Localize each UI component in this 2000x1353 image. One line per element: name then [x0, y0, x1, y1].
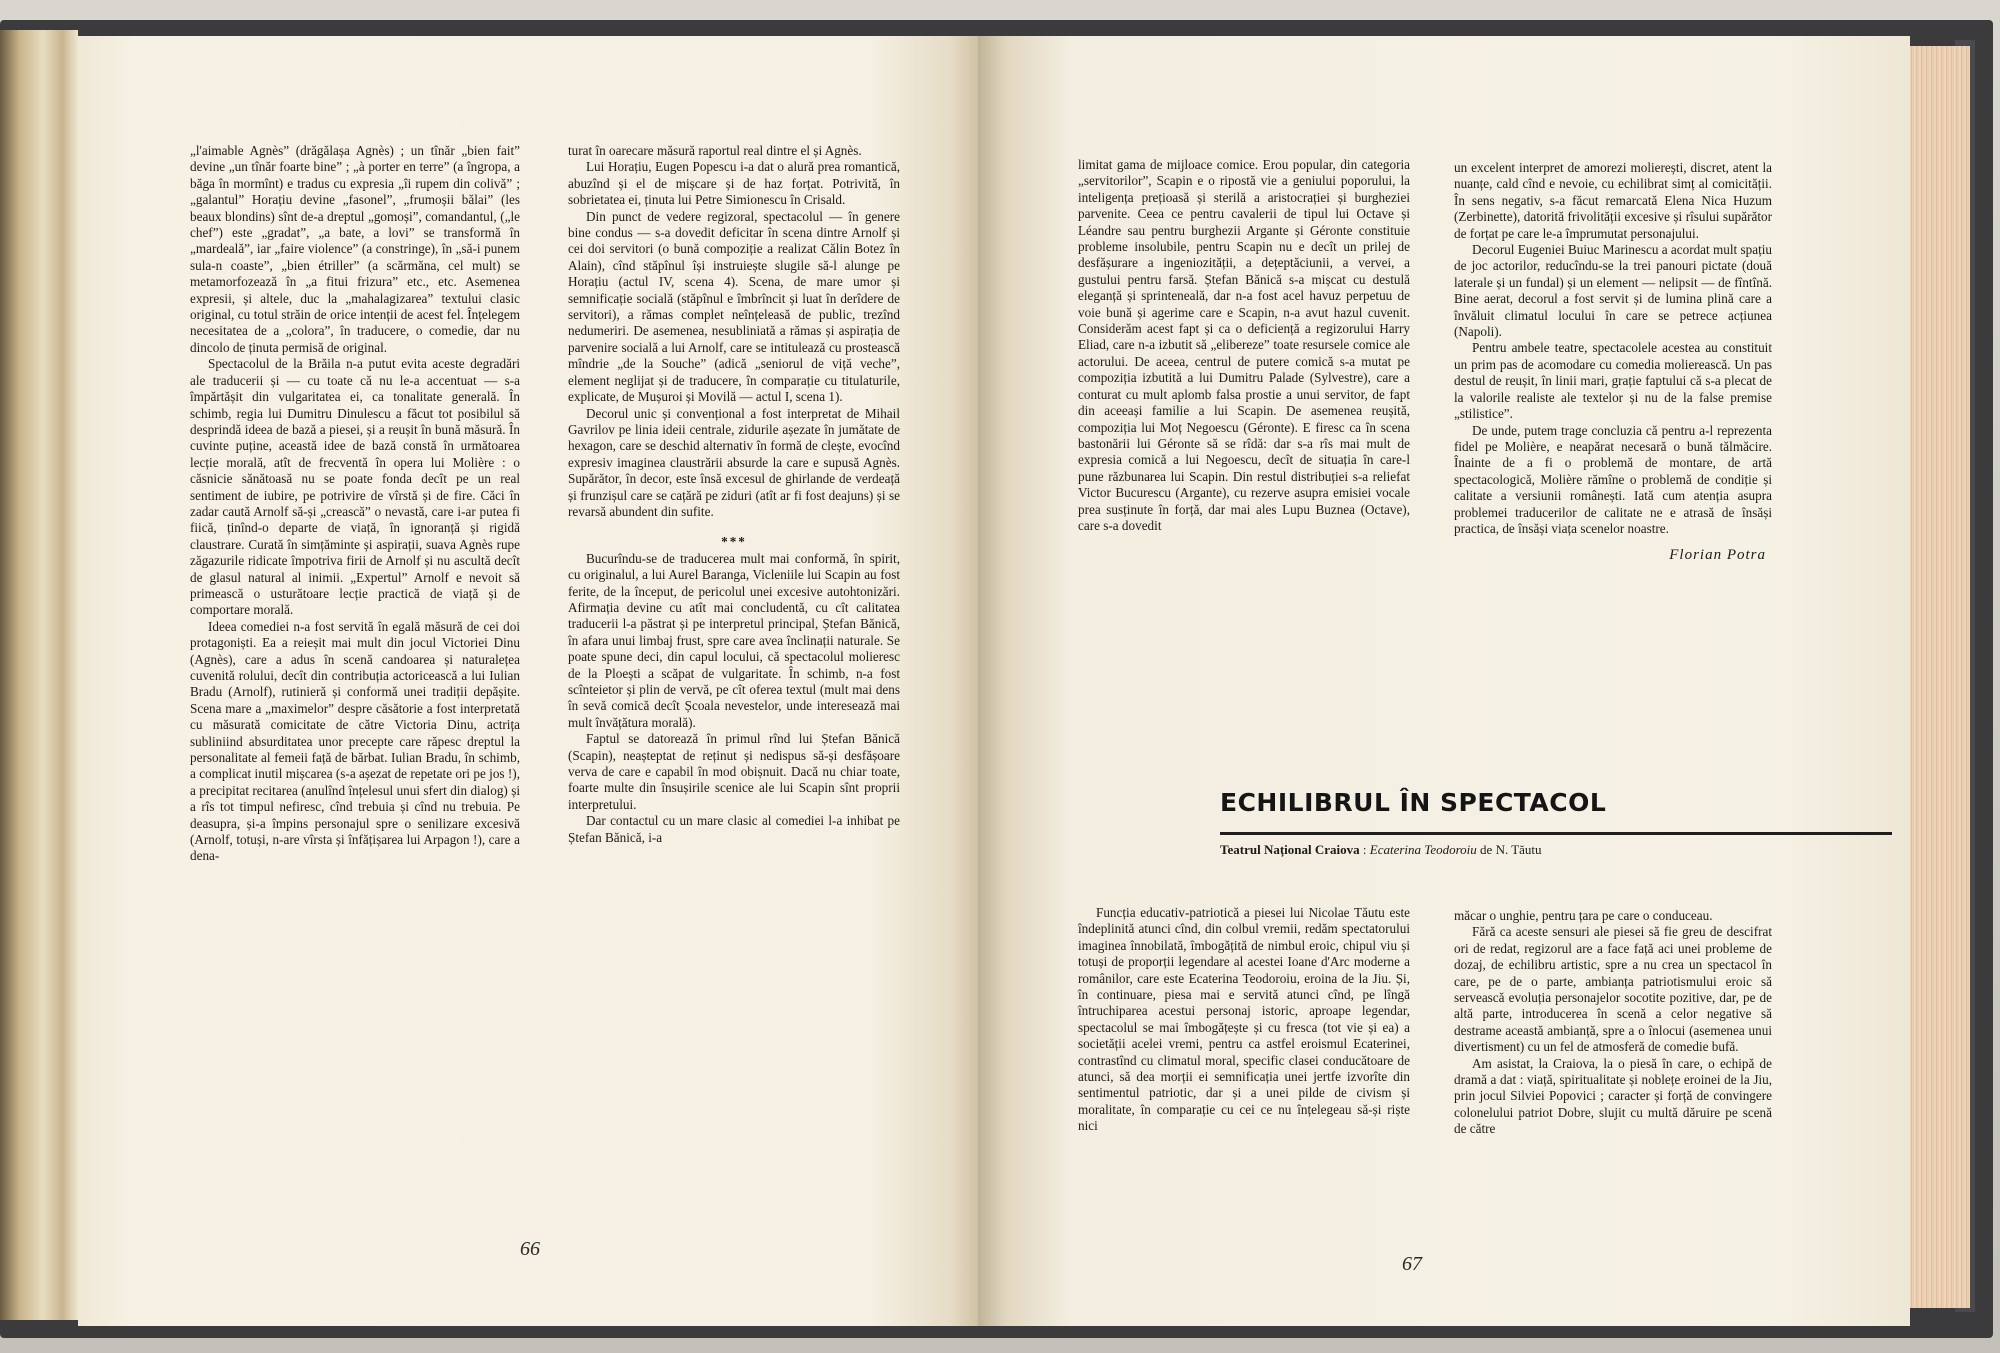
article-title: ECHILIBRUL ÎN SPECTACOL [1220, 788, 1607, 817]
right-page-column-4 [1454, 908, 1772, 1138]
author-signature: Florian Potra [1669, 547, 1766, 564]
page-number-left: 66 [520, 1238, 540, 1260]
byline-de: de [1476, 842, 1496, 857]
article-byline [1220, 842, 1892, 858]
right-page-column-3 [1078, 905, 1410, 1135]
paragraph: Dar contactul cu un mare clasic al comediei l-a inhibat pe Ștefan Bănică, i-a [568, 813, 900, 845]
left-page-column-1 [190, 143, 520, 865]
right-page-column-2 [1454, 160, 1772, 564]
section-separator: *** [721, 534, 747, 550]
paragraph: Decorul unic și convențional a fost interpretat de Mihail Gavrilov pe linia ideii centrale, zidurile așezate în jumătate de hexagon, care se deschid alternativ în formă de clește, evocînd expresiv imaginea claustrării absurde la care e supusă Agnès. Supărător, în decor, este însă excesul de ghirlande de verdeață și frunzișul care se cațără pe ziduri (atît ar fi fost deajuns) și se revarsă abundent din sufite. [568, 405, 900, 519]
paragraph: Fără ca aceste sensuri ale piesei să fie greu de descifrat ori de redat, regizorul are a face față aci unei probleme de dozaj, de echilibru artistic, spre a nu crea un spectacol în care, pe de o parte, ambianța patriotismului eroic să servească evoluția personajelor socotite pozitive, dar, pe de altă parte, introducerea în scenă a celor negative să destrame această ambianță, spre a o înlocui (asemenea unui divertisment) cu un fel de atmosferă de comedie bufă. [1454, 924, 1772, 1055]
paragraph: Ideea comediei n-a fost servită în egală măsură de cei doi protagoniști. Ea a reieșit mai mult din jocul Victoriei Dinu (Agnès), care a adus în scenă candoarea și naturalețea cuvenită rolului, decît din contribuția actoricească a lui Iulian Bradu (Arnolf), rutinieră și conformă unei tradiții depășite. Scena mare a „maximelor” despre căsătorie a fost interpretată cu măsurată comicitate de către Victoria Dinu, actrița subliniind absurditatea unor precepte care răpesc dreptul la personalitate al femeii față de bărbat. Iulian Bradu, în schimb, a complicat inutil mișcarea (s-a așezat de repetate ori pe jos !), a precipitat recitarea (anulînd înțelesul unui sfert din dialog) și a rîs tot timpul nefiresc, cînd trebuia și cînd nu trebuia. Pe deasupra, și-a împins personajul spre o senilizare excesivă (Arnolf, totuși, n-are vîrsta și înfățișarea lui Arpagon !), care a dena- [190, 618, 520, 864]
play-title: Ecaterina Teodoroiu [1369, 842, 1477, 857]
title-rule [1220, 832, 1892, 835]
paragraph: un excelent interpret de amorezi molierești, discret, atent la nuanțe, cald cînd e nevoie, cu echilibrat simț al comicității. În sens negativ, s-a făcut remarcată Elena Nica Huzum (Zerbinette), datorită frivolității excesive și rîsului supărător de forțat pe care le-a împrumutat personajului. [1454, 160, 1772, 241]
left-page-edges [0, 30, 78, 1320]
paragraph: măcar o unghie, pentru țara pe care o conduceau. [1454, 908, 1713, 923]
right-page-edges [1908, 46, 1970, 1308]
paragraph: Lui Horațiu, Eugen Popescu i-a dat o alură prea romantică, abuzînd și el de mișcare și de haz forțat. Potrivită, în sobrietatea ei, ținuta lui Petre Simionescu în Crisald. [568, 159, 900, 208]
paragraph: turat în oarecare măsură raportul real dintre el și Agnès. [568, 143, 862, 158]
paragraph: Bucurîndu-se de traducerea mult mai conformă, în spirit, cu originalul, a lui Aurel Baranga, Vicleniile lui Scapin au fost ferite, de la început, de pericolul unei excesive autohtonizări. Afirmația devine cu atît mai concludentă, cu cît calitatea traducerii l-a păstrat și pe interpretul principal, Ștefan Bănică, în afara unui limbaj frust, spre care avea înclinații naturale. Se poate spune deci, din capul locului, că spectacolul molieresc de la Ploești a scăpat de vulgaritate. În schimb, n-a fost scînteietor și plin de vervă, pe cît oferea textul (mult mai dens în sevă comică decît Școala nevestelor, unde interesează mai mult învățătura morală). [568, 550, 900, 730]
paragraph: Decorul Eugeniei Buiuc Marinescu a acordat mult spațiu de joc actorilor, reducîndu-se la trei panouri pictate (două laterale și un fundal) și un element — nelipsit — de fîntînă. Bine aerat, decorul a fost servit și de lumina plină care a învăluit climatul locului în care se petrece acțiunea (Napoli). [1454, 242, 1772, 340]
right-page-column-1 [1078, 157, 1410, 534]
paragraph: De unde, putem trage concluzia că pentru a-l reprezenta fidel pe Molière, e neapărat necesară o bună tălmăcire. Înainte de a fi o problemă de montare, de artă spectacologică, Molière rămîne o problemă de condiție și calitate a versiunii românești. Iată cum atenția asupra problemei traducerilor de calitate ne e atrasă de însăși practica, de însăși viața scenelor noastre. [1454, 422, 1772, 536]
paragraph: limitat gama de mijloace comice. Erou popular, din categoria „servitorilor”, Scapin e o ripostă vie a geniului poporului, la inteligența prețioasă și sterilă a aristocrației și burgheziei parvenite. Ceea ce pentru cavalerii de tipul lui Octave și Léandre sau pentru burghezii Argante și Géronte constituie probleme insolubile, pentru Scapin nu e decît un prilej de desfășurare a ingeniozității, a dețeptăciunii, a vervei, a gustului pentru farsă. Ștefan Bănică s-a mișcat cu destulă eleganță și sprinteneală, dar n-a fost acel havuz perpetuu de voie bună și agerime care e Scapin, n-a avut hazul cuvenit. Considerăm acest fapt și ca o deficiență a regizorului Harry Eliad, care n-a izbutit să „elibereze” toate resursele comice ale actorului. De aceea, centrul de putere comică s-a mutat pe compoziția izbutită a lui Dumitru Palade (Sylvestre), care a conturat cu mult aplomb falsa prostie a unui servitor, de fapt din aceeași familie a lui Scapin. De asemenea reușită, compoziția lui Moț Negoescu (Géronte). E firesc ca în scena bastonării lui Géronte să se rîdă: dar s-a rîs mai mult de expresia comică a lui Negoescu, decît de situația în care-l pune răzbunarea lui Scapin. Din restul distribuției s-a reliefat Victor Bucurescu (Argante), cu rezerve asupra emisiei vocale prea susținute în forță, dar mai ales Lupu Buznea (Octave), care s-a dovedit [1078, 157, 1410, 533]
paragraph: Funcția educativ-patriotică a piesei lui Nicolae Tăutu este îndeplinită atunci cînd, din colbul vremii, redăm spectatorului imaginea înnobilată, îmbogățită de nimbul eroic, chipul viu și totuși de proporții legendare al acestei Ioane d'Arc moderne a românilor, care este Ecaterina Teodoroiu, eroina de la Jiu. Și, în continuare, piesa mai e servită atunci cînd, pe lîngă întruchiparea acestui personaj istoric, aproape legendar, spectacolul se mai îmbogățește și cu fresca (tot vie și ea) a societății acelei vremi, pentru ca astfel eroismul Ecaterinei, contrastînd cu climatul moral, specific clasei conducătoare de atunci, să dea morții ei semnificația unei jertfe izvorîte din sentimentul patriotic, dar și a unei pilde de civism și moralitate, în comparație cu cei ce nu înțelegeau să-și riște nici [1078, 905, 1410, 1134]
left-page-column-2 [568, 143, 900, 846]
byline-separator: : [1359, 842, 1370, 857]
paragraph: „l'aimable Agnès” (drăgălașa Agnès) ; un tînăr „bien fait” devine „un tînăr foarte bine” ; „à porter en terre” (a îngropa, a băga în mormînt) e tradus cu expresia „îi rupem din colivă” ; „galantul” Horațiu devine „fasonel”, „frumoșii bălai” (les beaux blondins) sînt de-a dreptul „gomoși”, comandantul, („le chef”) este „gradat”, „a bate, a lovi” se transformă în „mardeală”, iar „faire violence” (a constringe), în „să-i punem sula-n coaste”, „bien étriller” (a scărmăna, cel mult) se metamorfozează în „a fitui frizura” etc., etc. Asemenea expresii, și altele, duc la „mahalagizarea” textului clasic original, cu totul străin de orice intenții de acest fel. Înțelegem necesitatea de a „colora”, în traducere, o comedie, dar nu dincolo de ținuta permisă de original. [190, 143, 520, 355]
theatre-name: Teatrul Național Craiova [1220, 842, 1360, 857]
paragraph: Spectacolul de la Brăila n-a putut evita aceste degradări ale traducerii și — cu toate că nu le-a accentuat — s-a împărtășit din vulgaritatea ei, ca tonalitate generală. În schimb, regia lui Dumitru Dinulescu a făcut tot posibilul să desprindă ideea de bază a piesei, și a reușit în bună măsură. În cuvinte puține, această idee de bază constă în următoarea lecție morală, atît de frecventă în opera lui Molière : o căsnicie sănătoasă nu se poate fonda decît pe un real sentiment de iubire, pe potrivire de vîrstă și de fire. Căci în zadar caută Arnolf să-și „crească” o nevastă, care i-ar putea fi fiică, ținînd-o departe de viață, în ignoranță și rigidă claustrare. Curată în simțăminte și aspirații, suava Agnès rupe zăgazurile ridicate împotriva firii de Arnolf și nu ascultă decît de glasul natural al inimii. „Expertul” Arnolf e nevoit să primească o usturătoare lecție practică de viață și de comportare morală. [190, 356, 520, 618]
paragraph: Faptul se datorează în primul rînd lui Ștefan Bănică (Scapin), neașteptat de reținut și nedispus să-și desfășoare verva de care e capabil în mod obișnuit. Dacă nu chiar toate, foarte multe din însușirile scenice ale lui Scapin sînt proprii interpretului. [568, 731, 900, 812]
paragraph: Pentru ambele teatre, spectacolele acestea au constituit un prim pas de acomodare cu comedia molierească. Un pas destul de reușit, în linii mari, grație faptului că s-a plecat de la valorile realiste ale textelor și nu de la false premise „stilistice”. [1454, 340, 1772, 422]
page-number-right: 67 [1402, 1253, 1422, 1275]
paragraph: Am asistat, la Craiova, la o piesă în care, o echipă de dramă a dat : viață, spiritualitate și noblețe eroinei de la Jiu, prin jocul Silviei Popovici ; caracter și forță de convingere colonelului patriot Dobre, slujit cu multă dăruire pe scenă de către [1454, 1055, 1772, 1137]
paragraph: Din punct de vedere regizoral, spectacolul — în genere bine condus — s-a dovedit deficitar în scena dintre Arnolf și cei doi servitori (o bună compoziție a realizat Călin Botez în Alain), cînd stăpînul își instruiește slugile să-l alunge pe Horațiu (actul IV, scena 4). Scena, de mare umor și semnificație socială (stăpînul e îmbrîncit și luat în derîdere de servitori), a rămas complet neînțeleasă de public, trezînd nedumeriri. De asemenea, nesubliniată a rămas și aspirația de parvenire socială a lui Arnolf, care se intitulează cu prostească mîndrie „de la Souche” (adică „seniorul de viță veche”, element neglijat și de traducere, în comparație cu titulaturile, explicate, de Mușuroi și Movilă — actul I, scena 1). [568, 208, 900, 405]
playwright-name: N. Tăutu [1495, 842, 1542, 857]
